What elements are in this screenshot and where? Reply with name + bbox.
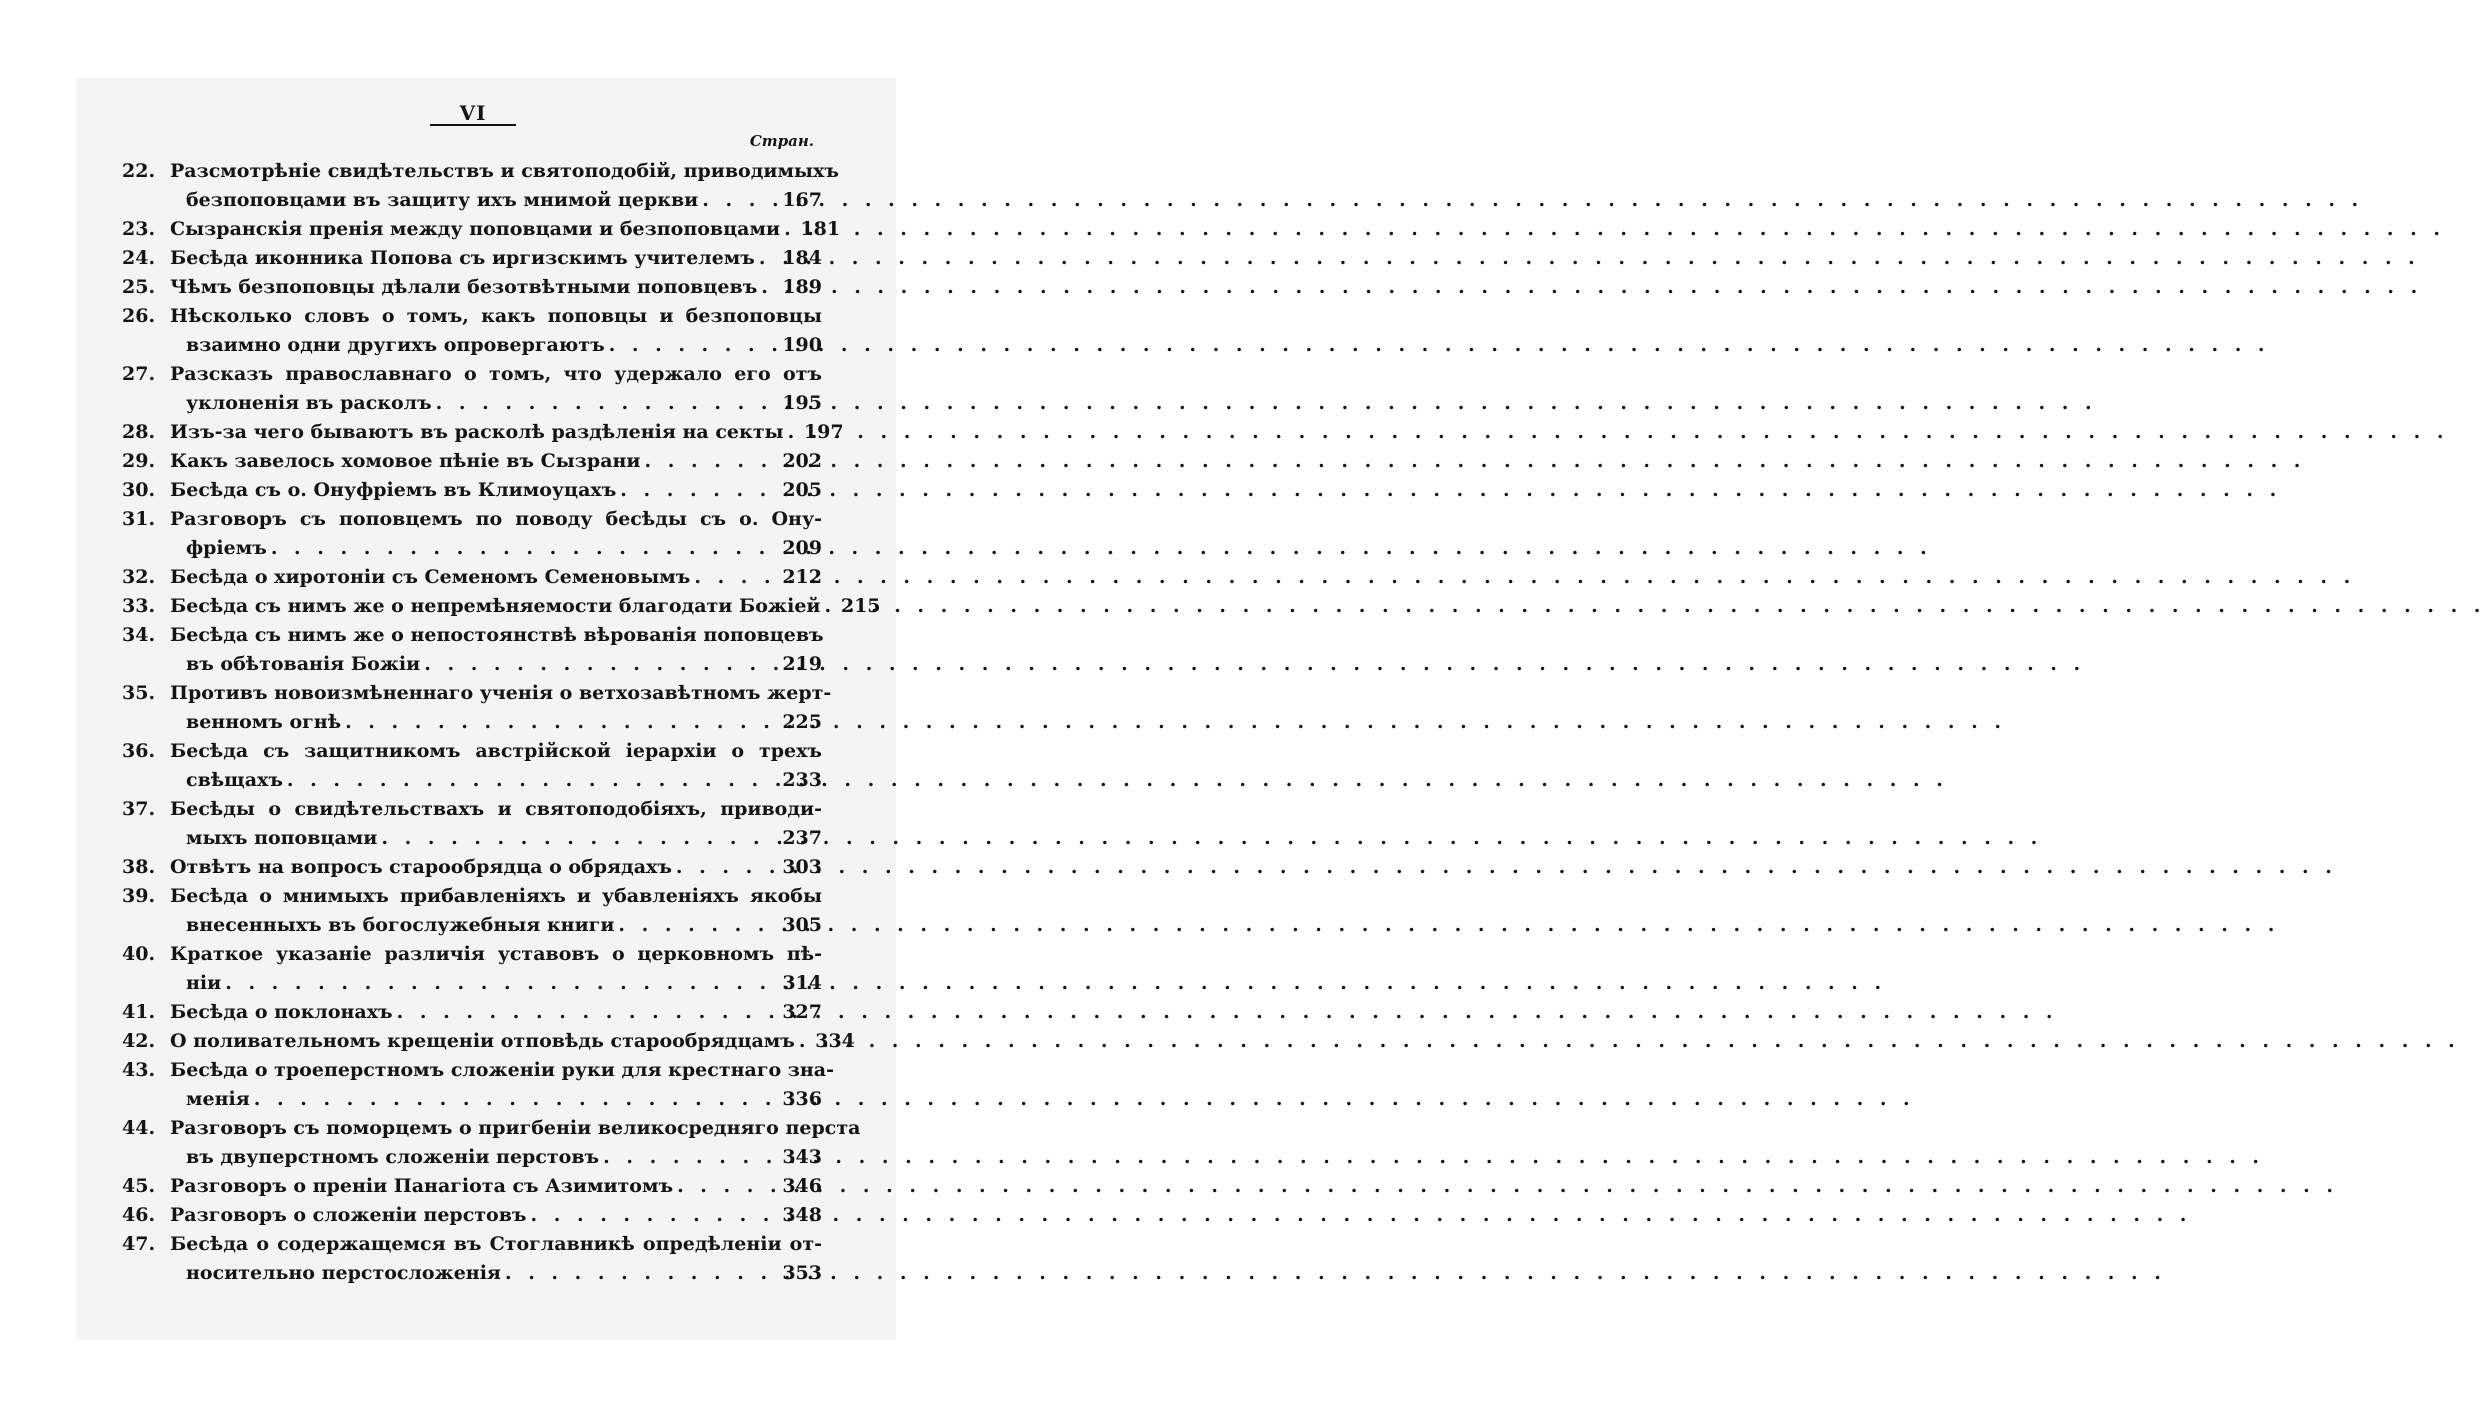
- toc-page-number: 346: [782, 1175, 822, 1197]
- toc-entry-title: Бесѣда о содержащемся въ Стоглавникѣ опредѣленіи от-: [170, 1233, 822, 1255]
- toc-entry-number: 25.: [122, 276, 156, 298]
- toc-entry-title: Нѣсколько словъ о томъ, какъ поповцы и безпоповцы: [170, 305, 822, 327]
- page-column-header: Стран.: [749, 132, 814, 150]
- toc-entry: [122, 1114, 861, 1172]
- toc-page-number: 212: [782, 566, 822, 588]
- toc-entry-title: Бесѣда о хиротоніи съ Семеномъ Семеновымъ: [170, 566, 691, 588]
- dot-leader: [645, 447, 778, 476]
- toc-entry-title: Изъ-за чего бываютъ въ расколѣ раздѣленія на секты: [170, 421, 784, 443]
- toc-page-number: 167: [782, 189, 822, 211]
- dot-leader: [345, 708, 778, 737]
- toc-entry-number: 43.: [122, 1059, 156, 1081]
- toc-page-number: 237: [782, 827, 822, 849]
- toc-entry: [122, 447, 822, 476]
- toc-entry-title: Отвѣтъ на вопросъ старообрядца о обрядахъ: [170, 856, 672, 878]
- toc-entry-number: 37.: [122, 798, 156, 820]
- toc-entry-number: 36.: [122, 740, 156, 762]
- toc-entry-title: О поливательномъ крещеніи отповѣдь старообрядцамъ: [170, 1030, 795, 1052]
- toc-page-number: 184: [782, 247, 822, 269]
- dot-leader: [702, 186, 778, 215]
- toc-entry-title: въ двуперстномъ сложеніи перстовъ: [186, 1146, 600, 1168]
- toc-entry-number: 32.: [122, 566, 156, 588]
- toc-entry: [122, 215, 841, 244]
- toc-page-number: 190: [782, 334, 822, 356]
- toc-page-number: 225: [782, 711, 822, 733]
- toc-entry-number: 45.: [122, 1175, 156, 1197]
- dot-leader: [424, 650, 778, 679]
- toc-page-number: 303: [782, 856, 822, 878]
- toc-page-number: 181: [800, 218, 841, 240]
- toc-entry-title: мыхъ поповцами: [186, 827, 378, 849]
- toc-entry: [122, 940, 822, 998]
- toc-page-number: 202: [782, 450, 822, 472]
- toc-entry-number: 42.: [122, 1030, 156, 1052]
- dot-leader: [784, 215, 796, 244]
- toc-entry-number: 34.: [122, 624, 156, 646]
- dot-leader: [603, 1143, 778, 1172]
- toc-entry-title: Бесѣда съ нимъ же о непремѣняемости благодати Божіей: [170, 595, 821, 617]
- dot-leader: [271, 534, 778, 563]
- dot-leader: [397, 998, 778, 1027]
- toc-page-number: 219: [782, 653, 822, 675]
- toc-entry-title: венномъ огнѣ: [186, 711, 342, 733]
- toc-page-number: 348: [782, 1204, 822, 1226]
- toc-entry: [122, 157, 839, 215]
- toc-entry: [122, 795, 822, 853]
- toc-entry: [122, 563, 822, 592]
- toc-entry-number: 31.: [122, 508, 156, 530]
- toc-entry-title: въ обѣтованія Божіи: [186, 653, 421, 675]
- toc-entry: [122, 418, 844, 447]
- toc-page-number: 334: [815, 1030, 855, 1052]
- toc-page-number: 327: [782, 1001, 822, 1023]
- dot-leader: [677, 1172, 778, 1201]
- toc-entry-title: Разговоръ съ поморцемъ о пригбеніи великосредняго перста: [170, 1117, 861, 1139]
- dot-leader: [825, 592, 837, 621]
- toc-entry: [122, 853, 822, 882]
- dot-leader: [620, 476, 778, 505]
- toc-entry-number: 29.: [122, 450, 156, 472]
- toc-entry-title: менія: [186, 1088, 250, 1110]
- toc-page-number: 195: [782, 392, 822, 414]
- dot-leader: [609, 331, 778, 360]
- toc-entry-number: 27.: [122, 363, 156, 385]
- toc-entry-title: безпоповцами въ защиту ихъ мнимой церкви: [186, 189, 699, 211]
- toc-page-number: 233: [782, 769, 822, 791]
- toc-entry: [122, 621, 822, 679]
- toc-entry: [122, 360, 822, 418]
- toc-entry-title: Чѣмъ безпоповцы дѣлали безотвѣтными поповцевъ: [170, 276, 758, 298]
- dot-leader: [225, 969, 778, 998]
- toc-entry: [122, 273, 822, 302]
- dot-leader: [254, 1085, 778, 1114]
- toc-entry-number: 47.: [122, 1233, 156, 1255]
- toc-page-number: 197: [803, 421, 844, 443]
- toc-entry-number: 22.: [122, 160, 156, 182]
- toc-page-number: 205: [782, 479, 822, 501]
- toc-entry-number: 24.: [122, 247, 156, 269]
- toc-entry-number: 39.: [122, 885, 156, 907]
- dot-leader: [761, 273, 778, 302]
- dot-leader: [676, 853, 778, 882]
- toc-entry-number: 35.: [122, 682, 156, 704]
- toc-entry-title: Бесѣда о поклонахъ: [170, 1001, 393, 1023]
- dot-leader: [759, 244, 778, 273]
- toc-entry-title: Какъ завелось хомовое пѣніе въ Сызрани: [170, 450, 641, 472]
- toc-page-number: 314: [782, 972, 822, 994]
- toc-entry: [122, 998, 822, 1027]
- dot-leader: [505, 1259, 778, 1288]
- toc-entry-title: Противъ новоизмѣненнаго ученія о ветхозавѣтномъ жерт-: [170, 682, 832, 704]
- dot-leader: [381, 824, 778, 853]
- toc-page-number: 215: [840, 595, 881, 617]
- dot-leader: [799, 1027, 811, 1056]
- dot-leader: [788, 418, 800, 447]
- dot-leader: [618, 911, 778, 940]
- toc-entry-title: ніи: [186, 972, 222, 994]
- toc-entry: [122, 679, 832, 737]
- folio-rule: [430, 124, 516, 126]
- toc-entry: [122, 1027, 855, 1056]
- toc-entry-title: взаимно одни другихъ опровергаютъ: [186, 334, 605, 356]
- toc-entry-number: 26.: [122, 305, 156, 327]
- toc-entry: [122, 882, 822, 940]
- toc-entry-title: Краткое указаніе различія уставовъ о церковномъ пѣ-: [170, 943, 822, 965]
- toc-entry-title: Бесѣда о мнимыхъ прибавленіяхъ и убавленіяхъ якобы: [170, 885, 822, 907]
- toc-entry-number: 23.: [122, 218, 156, 240]
- toc-entry-title: внесенныхъ въ богослужебныя книги: [186, 914, 615, 936]
- toc-entry: [122, 476, 822, 505]
- toc-page-number: 343: [782, 1146, 822, 1168]
- toc-entry-title: Разсказъ православнаго о томъ, что удержало его отъ: [170, 363, 822, 385]
- toc-entry-number: 28.: [122, 421, 156, 443]
- toc-entry-number: 30.: [122, 479, 156, 501]
- toc-entry: [122, 302, 822, 360]
- toc-entry-number: 40.: [122, 943, 156, 965]
- toc-entry: [122, 1201, 822, 1230]
- toc-entry: [122, 1230, 822, 1288]
- toc-entry-title: Бесѣда съ о. Онуфріемъ въ Климоуцахъ: [170, 479, 617, 501]
- toc-page-number: 336: [782, 1088, 822, 1110]
- dot-leader: [531, 1201, 779, 1230]
- toc-page-number: 209: [782, 537, 822, 559]
- toc-entry-title: Разговоръ съ поповцемъ по поводу бесѣды съ о. Ону-: [170, 508, 822, 530]
- toc-entry: [122, 505, 822, 563]
- toc-entry: [122, 737, 822, 795]
- toc-entry-title: уклоненія въ расколъ: [186, 392, 432, 414]
- toc-entry-title: свѣщахъ: [186, 769, 283, 791]
- dot-leader: [287, 766, 778, 795]
- toc-entry-title: носительно перстосложенія: [186, 1262, 501, 1284]
- toc-entry-title: Бесѣды о свидѣтельствахъ и святоподобіяхъ, приводи-: [170, 798, 822, 820]
- toc-entry: [122, 1172, 822, 1201]
- dot-leader: [436, 389, 778, 418]
- toc-page-number: 353: [782, 1262, 822, 1284]
- toc-entry: [122, 1056, 834, 1114]
- toc-entry: [122, 244, 822, 273]
- toc-entry-title: Разговоръ о преніи Панагіота съ Азимитомъ: [170, 1175, 674, 1197]
- toc-entry-number: 38.: [122, 856, 156, 878]
- toc-entry-title: Сызранскія пренія между поповцами и безпоповцами: [170, 218, 781, 240]
- toc-entry-title: Разсмотрѣніе свидѣтельствъ и святоподобій, приводимыхъ: [170, 160, 839, 182]
- page-folio: VI: [459, 101, 487, 125]
- toc-entry-title: Бесѣда о троеперстномъ сложеніи руки для крестнаго зна-: [170, 1059, 834, 1081]
- toc-entry-number: 44.: [122, 1117, 156, 1139]
- toc-page-number: 189: [782, 276, 822, 298]
- toc-entry-title: Бесѣда съ защитникомъ австрійской іерархіи о трехъ: [170, 740, 822, 762]
- toc-entry-number: 41.: [122, 1001, 156, 1023]
- toc-page-number: 305: [782, 914, 822, 936]
- toc-entry-number: 33.: [122, 595, 156, 617]
- toc-entry-title: фріемъ: [186, 537, 267, 559]
- table-of-contents: [122, 157, 881, 1288]
- toc-entry-number: 46.: [122, 1204, 156, 1226]
- toc-entry-title: Бесѣда съ нимъ же о непостоянствѣ вѣрованія поповцевъ: [170, 624, 824, 646]
- toc-entry-title: Разговоръ о сложеніи перстовъ: [170, 1204, 527, 1226]
- dot-leader: [694, 563, 778, 592]
- toc-entry: [122, 592, 881, 621]
- toc-entry-title: Бесѣда иконника Попова съ иргизскимъ учителемъ: [170, 247, 755, 269]
